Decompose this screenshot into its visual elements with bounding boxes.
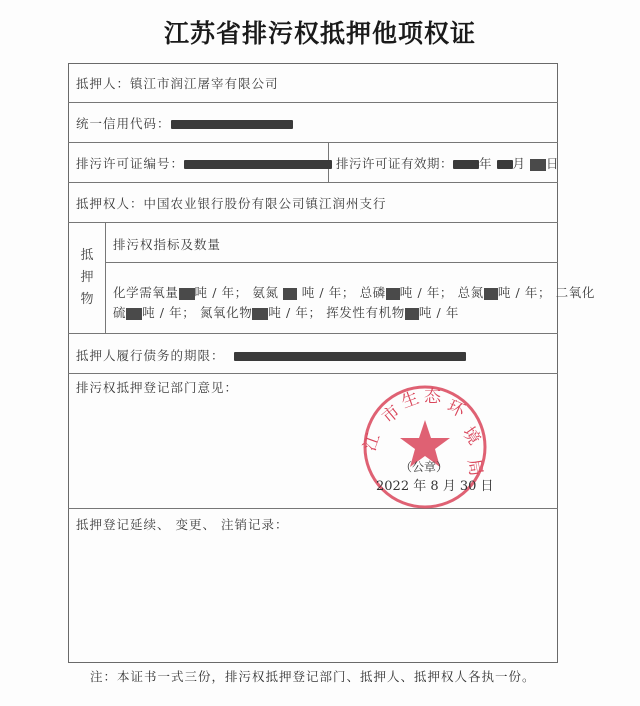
footnote: 注：本证书一式三份，排污权抵押登记部门、抵押人、抵押权人各执一份。 — [90, 669, 536, 684]
document-title: 江苏省排污权抵押他项权证 — [163, 19, 476, 48]
validity-year-redacted — [453, 160, 479, 169]
records-label: 抵押登记延续、 变更、 注销记录： — [76, 517, 289, 532]
redacted-value — [386, 288, 400, 300]
row-divider — [68, 142, 558, 143]
validity-month-redacted — [497, 160, 513, 169]
redacted-value — [252, 308, 268, 320]
debt-term-label: 抵押人履行债务的期限： — [76, 348, 225, 363]
side-char: 抵 — [80, 248, 94, 263]
mortgagee-row — [76, 194, 387, 212]
debt-term-redacted — [234, 352, 466, 361]
pollutant-tn: 总氮 — [457, 285, 484, 300]
permit-validity-row — [336, 154, 559, 172]
credit-code-label: 统一信用代码： — [76, 116, 171, 131]
row-divider — [68, 333, 558, 334]
debt-term-row — [76, 346, 466, 364]
svg-text:环: 环 — [443, 396, 468, 422]
row-divider — [68, 102, 558, 103]
svg-text:局: 局 — [463, 457, 486, 478]
seal-date: 2022 年 8 月 30 日 — [376, 479, 494, 494]
pollutant-ammonia: 氨氮 — [252, 285, 279, 300]
collateral-items-line1 — [113, 283, 595, 301]
redacted-value — [283, 288, 297, 300]
unit: 吨 / 年； — [268, 305, 322, 320]
pollutant-cod: 化学需氧量 — [113, 285, 179, 300]
validity-day-redacted — [530, 159, 546, 171]
pollutant-so2-part: 二氧化 — [555, 285, 595, 300]
pollutant-tp: 总磷 — [359, 285, 386, 300]
month-unit: 月 — [512, 156, 526, 171]
year-unit: 年 — [479, 156, 493, 171]
permit-number-row — [76, 154, 332, 172]
unit: 吨 / 年； — [497, 285, 552, 300]
mortgagor-value: 镇江市润江屠宰有限公司 — [130, 76, 279, 91]
row-divider — [68, 222, 558, 223]
unit: 吨 / 年； — [142, 305, 196, 320]
permit-validity-label: 排污许可证有效期： — [336, 156, 454, 171]
redacted-value — [405, 308, 419, 320]
svg-text:生: 生 — [398, 388, 422, 413]
redacted-value — [179, 288, 195, 300]
svg-text:境: 境 — [457, 423, 485, 449]
collateral-header: 排污权指标及数量 — [113, 237, 222, 252]
side-char: 物 — [80, 292, 94, 307]
day-unit: 日 — [546, 156, 560, 171]
mortgagee-label: 抵押权人： — [76, 196, 144, 211]
permit-number-label: 排污许可证编号： — [76, 156, 185, 171]
svg-text:态: 态 — [424, 387, 441, 407]
seal-label: （公章） — [400, 460, 449, 474]
row-divider — [68, 182, 558, 183]
pollutant-nox: 氮氧化物 — [199, 305, 253, 320]
side-char: 押 — [80, 270, 94, 285]
mortgagee-value: 中国农业银行股份有限公司镇江润州支行 — [143, 196, 387, 211]
unit: 吨 / 年 — [418, 305, 459, 320]
credit-code-row — [76, 114, 293, 132]
pollutant-voc: 挥发性有机物 — [326, 305, 405, 320]
unit: 吨 / 年； — [194, 285, 248, 300]
credit-code-redacted — [171, 120, 293, 129]
dept-opinion-label: 排污权抵押登记部门意见： — [76, 380, 239, 395]
redacted-value — [126, 308, 142, 320]
permit-number-redacted — [184, 160, 332, 169]
unit: 吨 / 年； — [301, 285, 355, 300]
pollutant-so2-part: 硫 — [113, 305, 127, 320]
mortgagor-label: 抵押人： — [76, 76, 131, 91]
svg-text:江: 江 — [360, 430, 385, 454]
unit: 吨 / 年； — [399, 285, 454, 300]
row-divider — [68, 373, 558, 374]
row-divider — [105, 262, 558, 263]
collateral-side-label — [77, 245, 97, 311]
redacted-value — [484, 288, 498, 300]
mortgagor-row — [76, 74, 279, 92]
column-divider — [105, 222, 106, 333]
svg-text:市: 市 — [378, 401, 405, 428]
collateral-items-line2 — [113, 303, 459, 321]
